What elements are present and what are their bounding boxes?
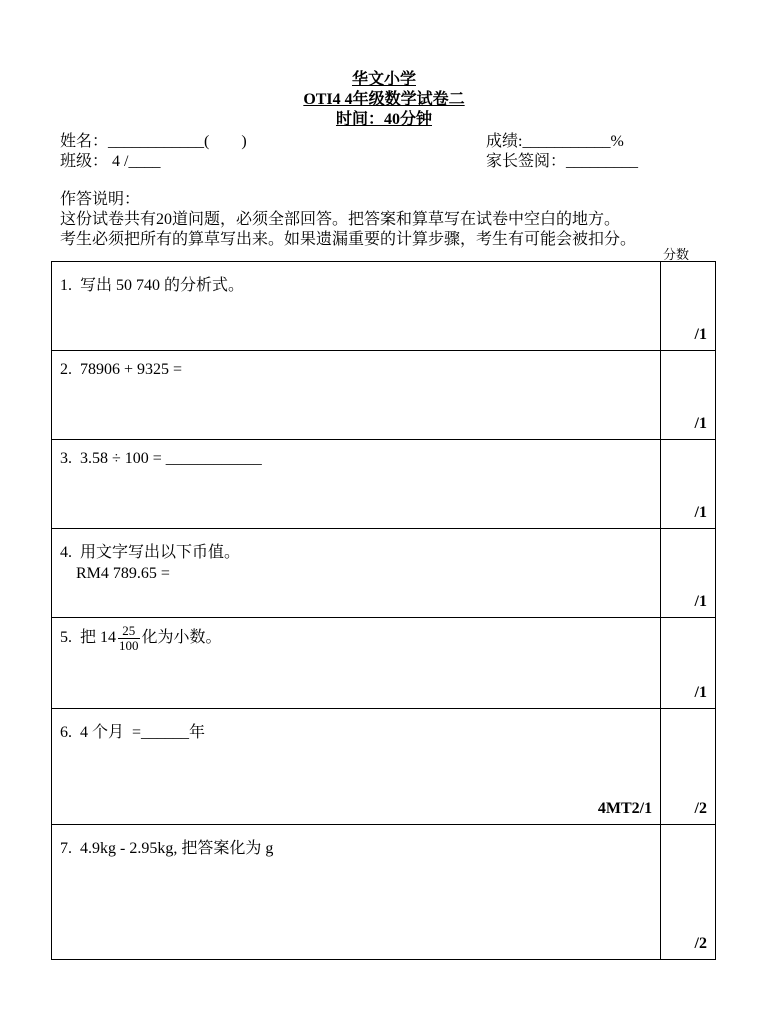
class-field: 班级： 4 /____ — [60, 153, 161, 170]
instructions-line-1: 这份试卷共有20道问题，必须全部回答。把答案和算草写在试卷中空白的地方。 — [60, 211, 621, 228]
question-row — [52, 618, 716, 709]
score-field: 成绩:___________% — [486, 133, 624, 150]
marks-cell — [661, 529, 716, 618]
marks-cell — [661, 709, 716, 825]
marks-label: /1 — [694, 415, 707, 432]
question-row — [52, 529, 716, 618]
question-cell — [52, 440, 661, 529]
question-cell — [52, 262, 661, 351]
questions-table — [51, 261, 716, 960]
instructions-line-2: 考生必须把所有的算草写出来。如果遗漏重要的计算步骤，考生有可能会被扣分。 — [60, 231, 637, 248]
fraction-denominator: 100 — [119, 638, 139, 653]
question-cell — [52, 529, 661, 618]
question-cell — [52, 825, 661, 960]
marks-cell — [661, 825, 716, 960]
question-text: 3. 3.58 ÷ 100 = ____________ — [60, 450, 262, 467]
marks-cell — [661, 618, 716, 709]
exam-title: OTI4 4年级数学试卷二 — [303, 91, 465, 108]
marks-label: /2 — [694, 935, 707, 952]
question-text: 4. 用文字写出以下币值。 — [60, 544, 241, 561]
marks-cell — [661, 440, 716, 529]
question-cell — [52, 351, 661, 440]
question-suffix: 化为小数。 — [141, 629, 222, 647]
question-text — [60, 624, 222, 653]
question-row — [52, 440, 716, 529]
question-text: 6. 4 个月 =______年 — [60, 724, 206, 741]
exam-time: 时间：40分钟 — [335, 111, 432, 128]
question-subtext: RM4 789.65 = — [76, 565, 170, 582]
question-row — [52, 351, 716, 440]
marks-label: /1 — [694, 326, 707, 343]
marks-label: /1 — [694, 593, 707, 610]
question-text: 7. 4.9kg - 2.95kg, 把答案化为 g — [60, 840, 274, 857]
question-prefix: 5. 把 14 — [60, 629, 117, 647]
question-text: 1. 写出 50 740 的分析式。 — [60, 277, 245, 294]
exam-code: 4MT2/1 — [597, 800, 653, 817]
school-name: 华文小学 — [351, 71, 416, 88]
marks-label: /1 — [694, 504, 707, 521]
marks-label: /1 — [694, 684, 707, 701]
question-cell — [52, 709, 661, 825]
name-field: 姓名：____________( ) — [60, 133, 247, 150]
question-row — [52, 262, 716, 351]
question-cell — [52, 618, 661, 709]
marks-label: /2 — [694, 800, 707, 817]
instructions-title: 作答说明： — [60, 191, 141, 208]
marks-cell — [661, 262, 716, 351]
score-column-label: 分数 — [663, 247, 690, 262]
parent-signature-field: 家长签阅：_________ — [486, 153, 639, 170]
question-row — [52, 709, 716, 825]
marks-cell — [661, 351, 716, 440]
question-text: 2. 78906 + 9325 = — [60, 361, 183, 378]
fraction — [118, 624, 140, 653]
fraction-numerator: 25 — [118, 624, 140, 639]
question-row — [52, 825, 716, 960]
